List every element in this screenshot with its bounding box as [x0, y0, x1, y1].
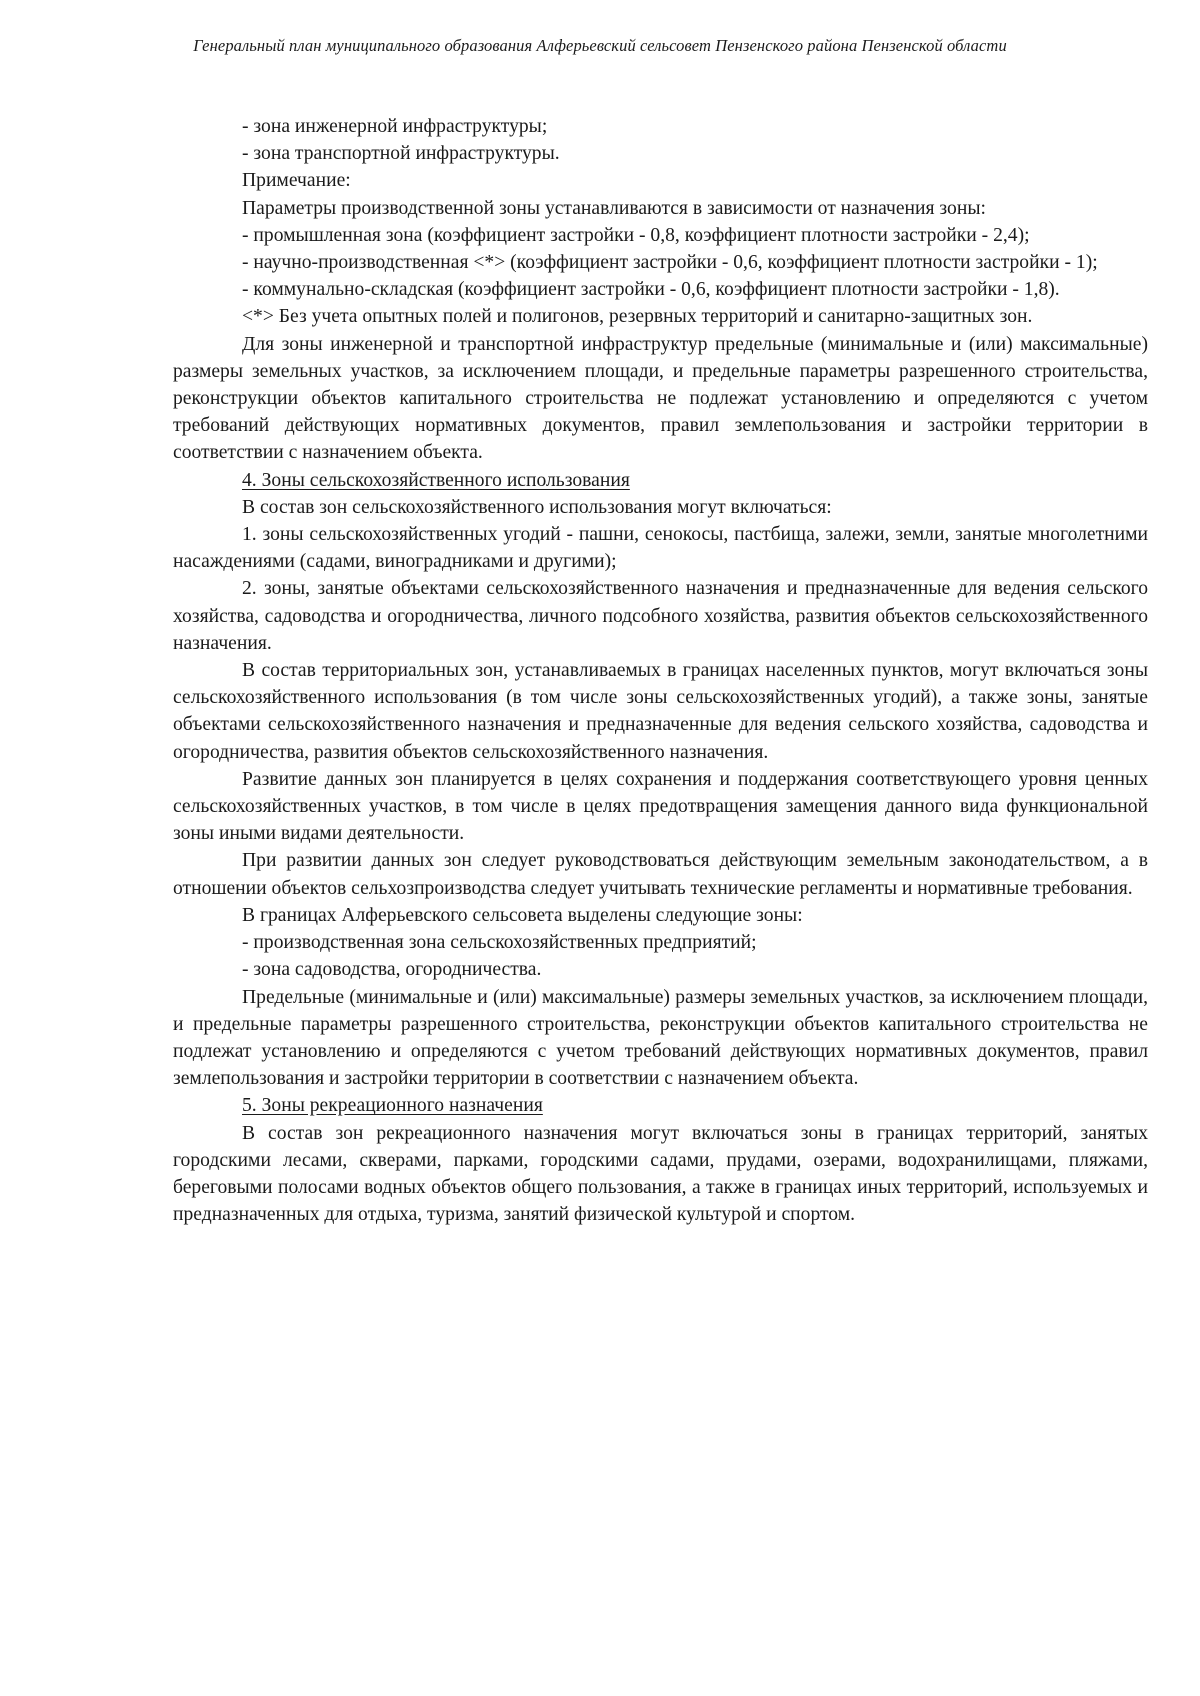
paragraph: Развитие данных зон планируется в целях сохранения и поддержания соответствующего уровня ценных сельскохозяйственных участков, в том числе в целях предотвращения замещения данного вида функциональной зоны иными видами деятельности.: [173, 768, 1148, 845]
numbered-item: 2. зоны, занятые объектами сельскохозяйственного назначения и предназначенные для ведения сельского хозяйства, садоводства и огородничества, личного подсобного хозяйства, развития объектов сельскохозяйственного назначения.: [173, 578, 1148, 654]
list-item: - промышленная зона (коэффициент застройки - 0,8, коэффициент плотности застройки - 2,4);: [242, 224, 1030, 246]
section-heading-text: 4. Зоны сельскохозяйственного использования: [242, 469, 630, 491]
paragraph: Предельные (минимальные и (или) максимальные) размеры земельных участков, за исключением площади, и предельные параметры разрешенного строительства, реконструкции объектов капитального строительства не подлежат установлению и определяются с учетом требований действующих нормативных документов, правил землепользования и застройки территории в соответствии с назначением объекта.: [173, 986, 1148, 1090]
list-item: - производственная зона сельскохозяйственных предприятий;: [242, 932, 757, 954]
note-label: Примечание:: [242, 170, 351, 192]
section-heading-4: [173, 467, 1148, 494]
footnote: <*> Без учета опытных полей и полигонов, резервных территорий и санитарно-защитных зон.: [242, 306, 1033, 328]
paragraph: При развитии данных зон следует руководствоваться действующим земельным законодательством, а в отношении объектов сельхозпроизводства следует учитывать технические регламенты и нормативные требования.: [173, 850, 1148, 899]
list-item: - зона садоводства, огородничества.: [242, 959, 542, 981]
section-heading-text: 5. Зоны рекреационного назначения: [242, 1095, 543, 1117]
paragraph: Параметры производственной зоны устанавливаются в зависимости от назначения зоны:: [242, 197, 986, 219]
list-item: - научно-производственная <*> (коэффициент застройки - 0,6, коэффициент плотности застройки - 1);: [242, 252, 1098, 274]
paragraph: В состав зон рекреационного назначения могут включаться зоны в границах территорий, занятых городскими лесами, скверами, парками, городскими садами, прудами, озерами, водохранилищами, пляжами, береговыми полосами водных объектов общего пользования, а также в границах иных территорий, используемых и предназначенных для отдыха, туризма, занятий физической культурой и спортом.: [173, 1122, 1148, 1226]
paragraph: В состав зон сельскохозяйственного использования могут включаться:: [242, 496, 832, 518]
document-body: [173, 113, 1148, 1228]
paragraph: Для зоны инженерной и транспортной инфраструктур предельные (минимальные и (или) максимальные) размеры земельных участков, за исключением площади, и предельные параметры разрешенного строительства, реконструкции объектов капитального строительства не подлежат установлению и определяются с учетом требований действующих нормативных документов, правил землепользования и застройки территории в соответствии с назначением объекта.: [173, 333, 1148, 464]
list-item: - зона инженерной инфраструктуры;: [242, 116, 548, 137]
running-header: Генеральный план муниципального образования Алферьевский сельсовет Пензенского района Пензенской области: [193, 36, 1007, 55]
paragraph: В границах Алферьевского сельсовета выделены следующие зоны:: [242, 904, 803, 926]
section-heading-5: [173, 1092, 1148, 1119]
list-item: - зона транспортной инфраструктуры.: [242, 143, 560, 165]
paragraph: В состав территориальных зон, устанавливаемых в границах населенных пунктов, могут включаться зоны сельскохозяйственного использования (в том числе зоны сельскохозяйственных угодий), а также зоны, занятые объектами сельскохозяйственного назначения и предназначенные для ведения сельского хозяйства, садоводства и огородничества, развития объектов сельскохозяйственного назначения.: [173, 660, 1148, 763]
list-item: - коммунально-складская (коэффициент застройки - 0,6, коэффициент плотности застройки - 1,8).: [242, 279, 1060, 301]
numbered-item: 1. зоны сельскохозяйственных угодий - пашни, сенокосы, пастбища, залежи, земли, занятые многолетними насаждениями (садами, виноградниками и другими);: [173, 524, 1148, 573]
